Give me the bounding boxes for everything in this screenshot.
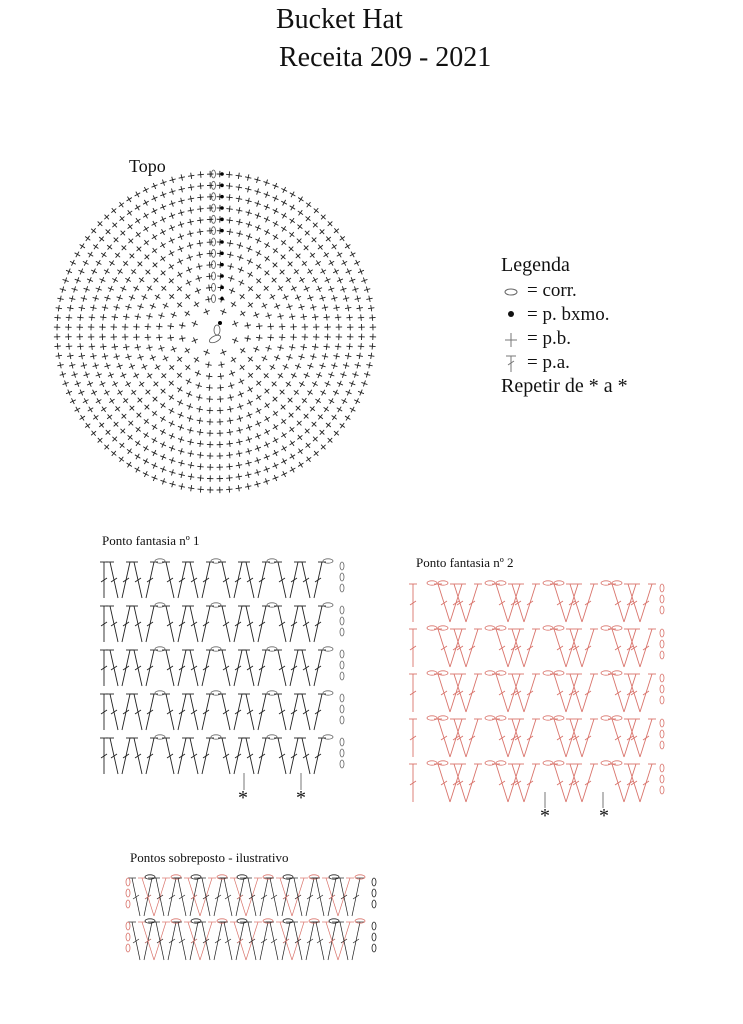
double-crochet [200,878,216,916]
double-crochet [184,878,200,916]
double-crochet [260,922,272,960]
sobreposto-row [126,919,376,960]
double-crochet [236,878,248,916]
title-line-2: Receita 209 - 2021 [279,42,492,73]
double-crochet [220,922,232,960]
double-crochet [244,922,256,960]
double-crochet [152,878,164,916]
chain-stitch [283,919,293,923]
turning-chain [126,944,130,952]
double-crochet [144,922,156,960]
chain-stitch [283,875,293,879]
double-crochet [168,922,180,960]
chain-stitch [145,919,155,923]
fantasia1-repeat-star-right: * [296,787,306,809]
double-crochet [174,878,186,916]
double-crochet [230,878,246,916]
double-crochet [144,878,156,916]
double-crochet [154,922,170,960]
double-crochet [230,922,246,960]
turning-chain [372,944,376,952]
turning-chain [372,889,376,897]
double-crochet [290,878,302,916]
double-crochet [328,922,340,960]
double-crochet [138,878,154,916]
chain-stitch [191,875,201,879]
double-crochet [200,922,216,960]
fantasia2-repeat-star-left: * [540,805,550,827]
chain-stitch [237,919,247,923]
chain-stitch [237,875,247,879]
double-crochet [184,922,200,960]
chain-stitch [329,875,339,879]
double-crochet [168,878,180,916]
double-crochet [246,878,262,916]
double-crochet [336,878,348,916]
double-crochet [338,922,354,960]
double-crochet [190,922,202,960]
turning-chain [126,922,130,930]
double-crochet [292,878,308,916]
double-crochet [198,922,210,960]
legend-label-slip: = p. bxmo. [527,303,610,325]
double-crochet [198,878,210,916]
double-crochet [276,878,292,916]
sobreposto-label: Pontos sobreposto - ilustrativo [130,850,289,865]
fantasia1-label: Ponto fantasia nº 1 [102,533,200,548]
chain-stitch [191,919,201,923]
legend-label-double: = p.a. [527,351,570,373]
fantasia2-repeat-star-right: * [599,805,609,827]
double-crochet [322,878,338,916]
double-crochet [352,878,364,916]
fantasia2-label: Ponto fantasia nº 2 [416,555,514,570]
turning-chain [126,889,130,897]
double-crochet [328,878,340,916]
double-crochet [282,878,294,916]
double-crochet [276,922,292,960]
double-crochet [236,922,248,960]
double-crochet [260,878,272,916]
fantasia1-repeat-star-left: * [238,787,248,809]
turning-chain [372,900,376,908]
double-crochet [214,878,226,916]
double-crochet [352,922,364,960]
turning-chain [126,878,130,886]
double-crochet [322,922,338,960]
double-crochet [306,878,318,916]
turning-chain [372,878,376,886]
double-crochet [154,878,170,916]
turning-chain [126,900,130,908]
double-crochet [266,922,278,960]
double-crochet [306,922,318,960]
legend-label-chain: = corr. [527,279,577,301]
double-crochet [246,922,262,960]
double-crochet [138,922,154,960]
sobreposto-stitches [126,875,376,960]
legend-title: Legenda [501,254,570,276]
turning-chain [372,922,376,930]
legend-repeat-note: Repetir de * a * [501,375,628,397]
chain-stitch [329,919,339,923]
double-crochet [290,922,302,960]
double-crochet [214,922,226,960]
double-crochet [336,922,348,960]
chain-stitch [145,875,155,879]
double-crochet [244,878,256,916]
double-crochet [292,922,308,960]
double-crochet [282,922,294,960]
legend-label-single: = p.b. [527,327,571,349]
topo-label: Topo [129,156,166,176]
double-crochet [152,922,164,960]
double-crochet [338,878,354,916]
double-crochet [190,878,202,916]
double-crochet [174,922,186,960]
title-line-1: Bucket Hat [276,4,403,35]
double-crochet [266,878,278,916]
turning-chain [372,933,376,941]
double-crochet [312,922,324,960]
sobreposto-row [126,875,376,916]
double-crochet [220,878,232,916]
turning-chain [126,933,130,941]
double-crochet [312,878,324,916]
